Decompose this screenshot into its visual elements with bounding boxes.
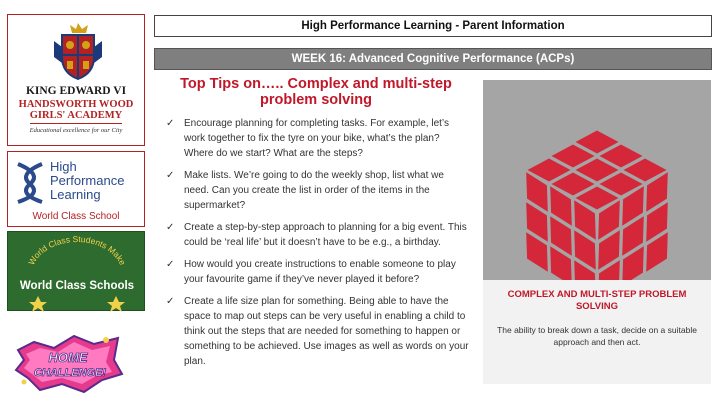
acp-card [483,80,711,384]
list-item [164,257,470,287]
school-name-line2b: GIRLS' ACADEMY [29,110,123,121]
checkmark-icon: ✓ [166,259,175,270]
home-challenge-line2: CHALLENGE! [33,367,107,379]
school-name-line2a: HANDSWORTH WOOD [18,99,134,110]
list-item [164,168,470,213]
hpl-logo [7,151,145,227]
cube-icon [483,80,711,280]
list-item [164,116,470,161]
school-motto: Educational excellence for our City [29,127,123,134]
school-crest-icon [52,21,104,81]
checkmark-icon: ✓ [166,296,175,307]
acp-illustration [483,80,711,280]
list-item [164,220,470,250]
hpl-line1: High [50,159,77,174]
tips-list [164,116,470,376]
hpl-line2: Performance [50,173,125,188]
wcs-main-text: World Class Schools [19,280,135,292]
wcs-arc-text: World Class Students Make [26,233,128,267]
school-name-line1: KING EDWARD VI [25,85,127,97]
school-logo-divider [30,123,122,124]
list-item [164,294,470,369]
tip-text: Create a step-by-step approach to planning for a big event. This could be ‘real life’ but it doesn’t have to be e.g., a birthday. [184,222,467,248]
school-logo [7,14,145,146]
home-challenge-line1: HOME [48,350,88,365]
week-banner: WEEK 16: Advanced Cognitive Performance (ACPs) [154,48,712,70]
tips-panel [158,72,474,392]
tip-text: Encourage planning for completing tasks. For example, let’s work together to fix the tyre on your bike, what’s the plan? Where do we start? What are the steps? [184,118,449,159]
checkmark-icon: ✓ [166,222,175,233]
world-class-schools-logo [7,231,145,311]
page-title: High Performance Learning - Parent Information [154,15,712,37]
tip-text: Make lists. We’re going to do the weekly shop, list what we need. Can you create the list in order of the items in the supermarket? [184,170,444,211]
home-challenge-graphic [14,330,126,396]
hpl-wordmark [50,160,124,202]
home-challenge-badge [14,330,126,396]
tip-text: How would you create instructions to enable someone to play your favourite game if they’ve never played it before? [184,259,456,285]
school-name-line2 [8,99,144,121]
tip-text: Create a life size plan for something. Being able to have the space to map out steps can be very useful in enabling a child to think out the steps that are needed for something to happen or something to be achieved. Use images as well as words on your plan. [184,296,469,367]
tips-title: Top Tips on….. Complex and multi-step problem solving [180,76,452,108]
world-class-schools-graphic [8,232,146,312]
checkmark-icon: ✓ [166,118,175,129]
hpl-knot-icon [12,160,48,206]
acp-description: The ability to break down a task, decide on a suitable approach and then act. [497,325,697,347]
checkmark-icon: ✓ [166,170,175,181]
star-figure-icon [29,296,125,312]
acp-title: COMPLEX AND MULTI-STEP PROBLEM SOLVING [507,289,687,312]
hpl-tagline: World Class School [32,211,120,222]
hpl-line3: Learning [50,187,101,202]
